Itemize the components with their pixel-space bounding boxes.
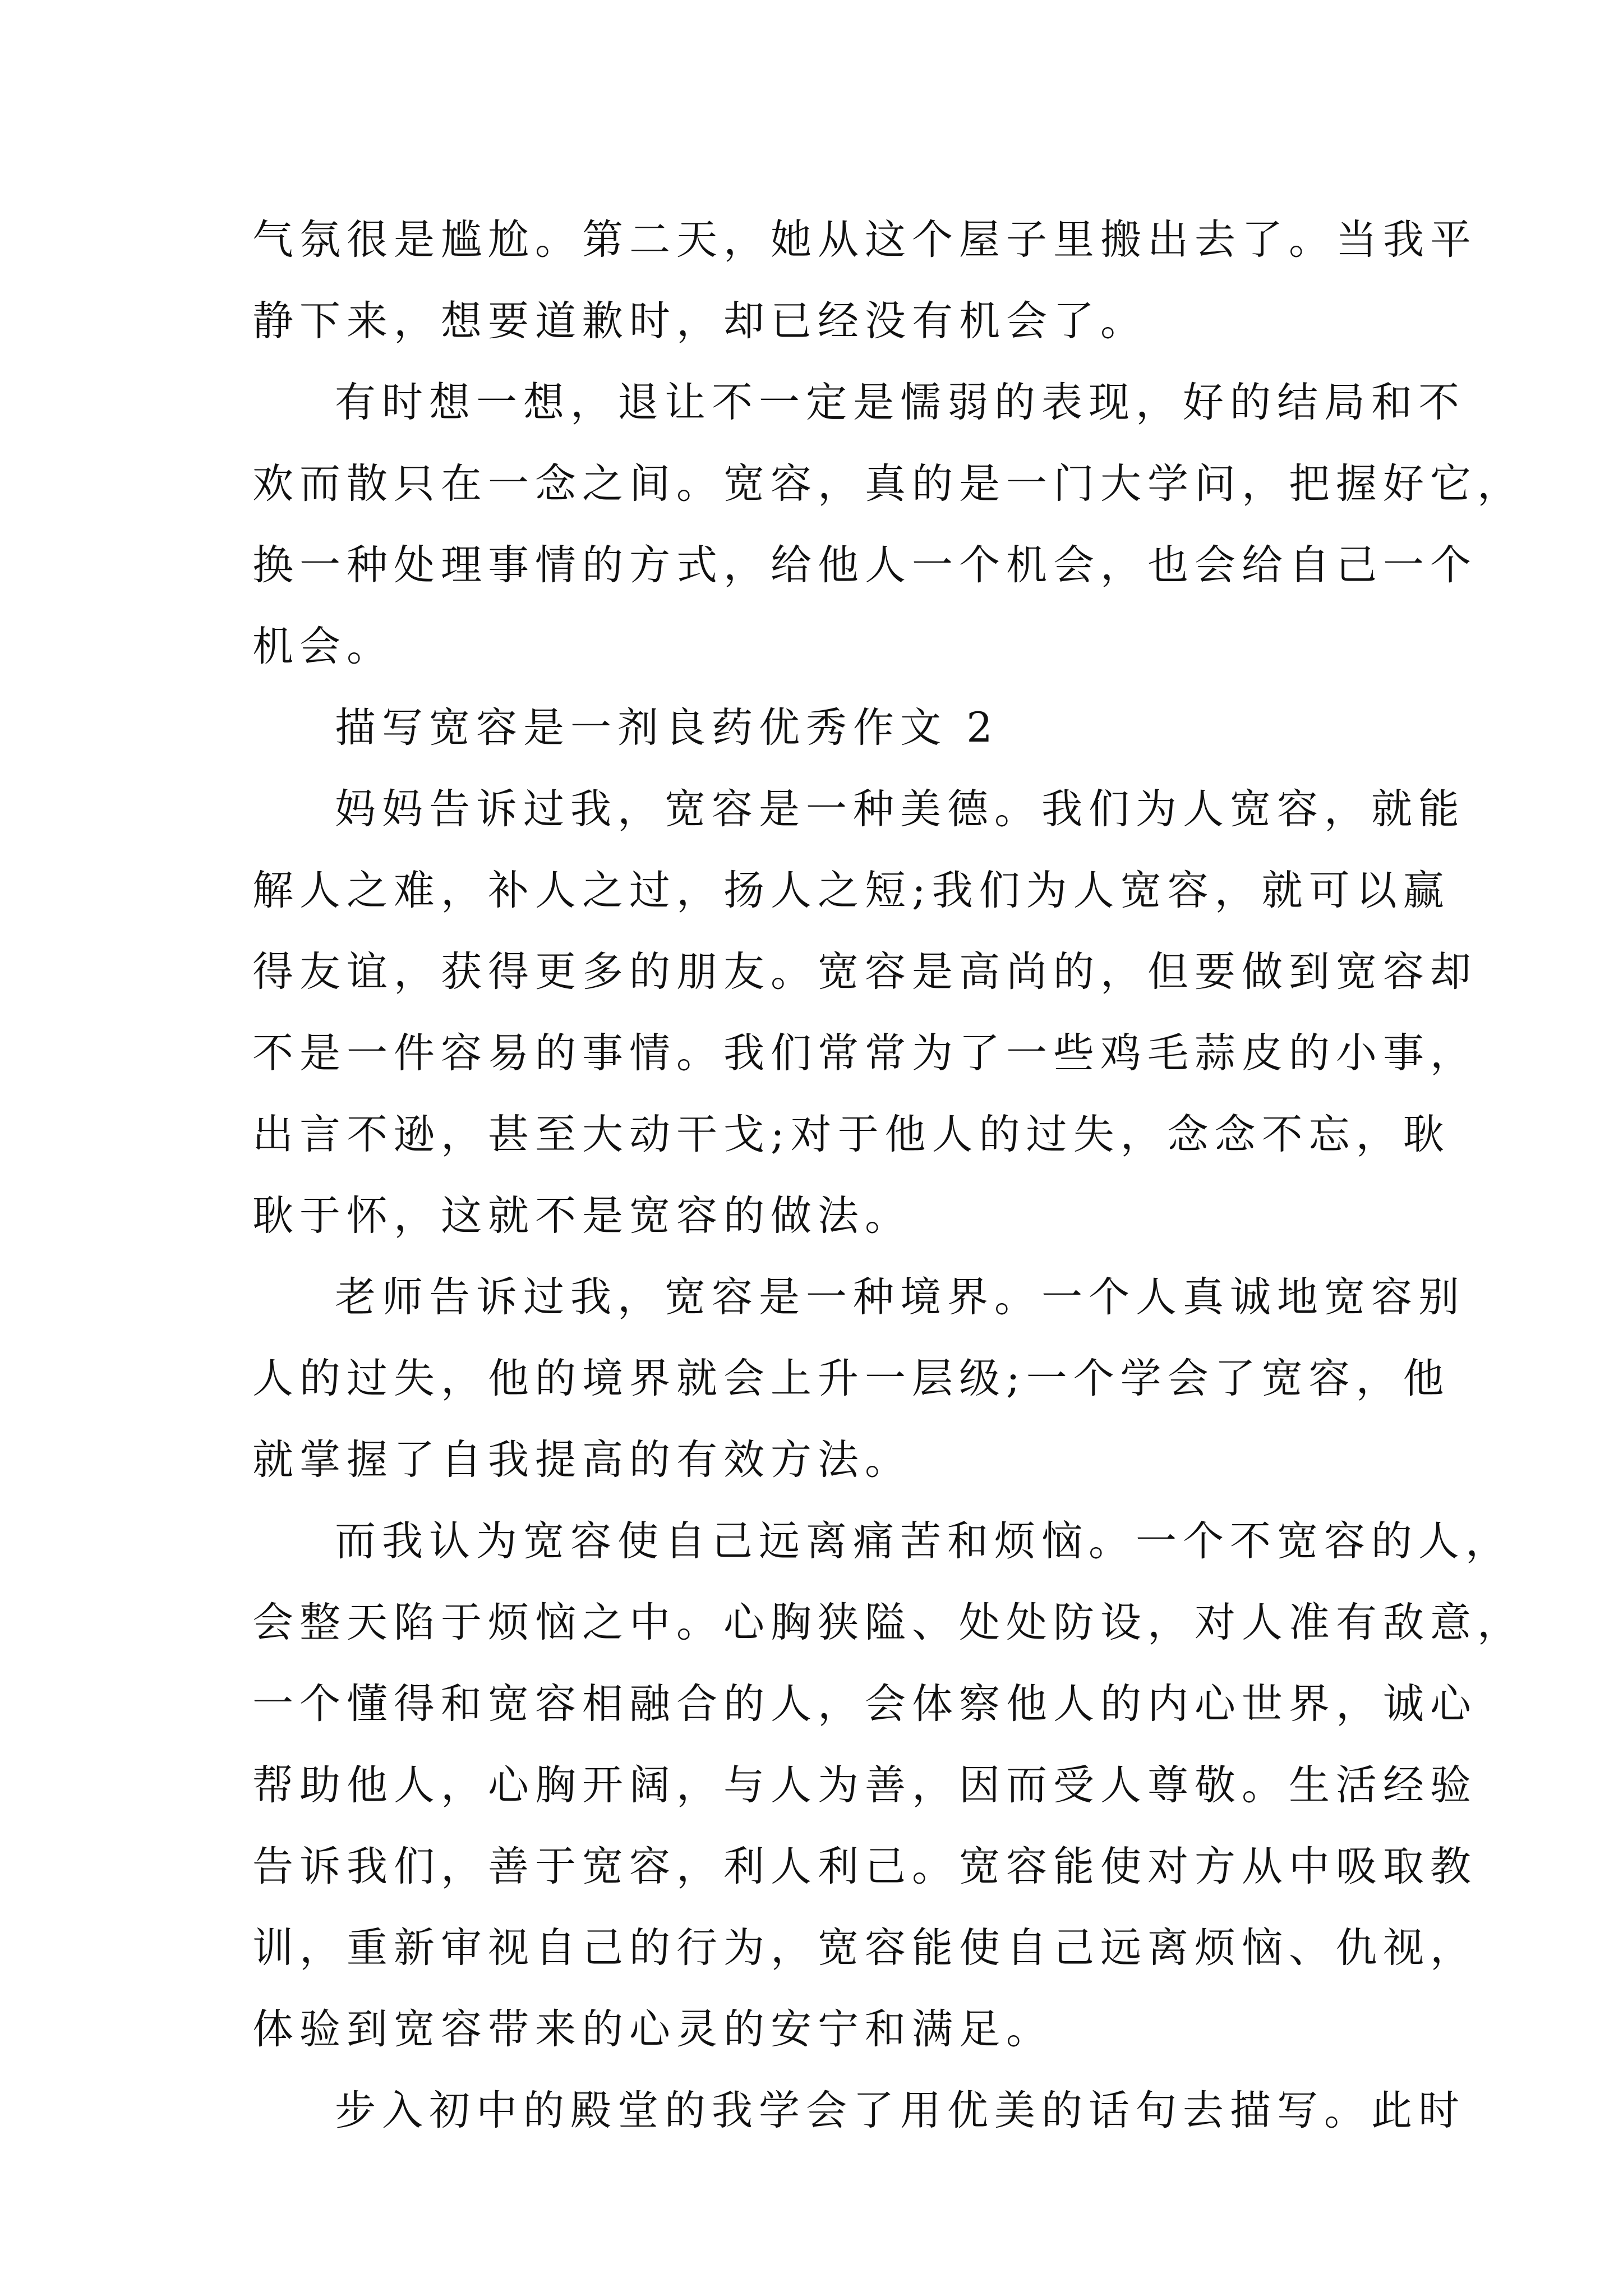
text-line: 有时想一想，退让不一定是懦弱的表现，好的结局和不 bbox=[335, 379, 1465, 426]
text-line: 解人之难，补人之过，扬人之短;我们为人宽容，就可以赢 bbox=[252, 867, 1450, 914]
text-line: 人的过失，他的境界就会上升一层级;一个学会了宽容，他 bbox=[252, 1355, 1450, 1402]
text-line: 帮助他人，心胸开阔，与人为善，因而受人尊敬。生活经验 bbox=[252, 1761, 1477, 1809]
text-line: 欢而散只在一念之间。宽容，真的是一门大学问，把握好它， bbox=[252, 460, 1524, 508]
essay-text-block bbox=[252, 199, 1524, 2151]
text-line: 静下来，想要道歉时，却已经没有机会了。 bbox=[252, 297, 1147, 345]
text-line: 一个懂得和宽容相融合的人，会体察他人的内心世界，诚心 bbox=[252, 1680, 1477, 1728]
text-line: 机会。 bbox=[252, 623, 394, 670]
text-line: 老师告诉过我，宽容是一种境界。一个人真诚地宽容别 bbox=[335, 1273, 1465, 1321]
text-line: 而我认为宽容使自己远离痛苦和烦恼。一个不宽容的人， bbox=[335, 1517, 1513, 1565]
text-line: 训，重新审视自己的行为，宽容能使自己远离烦恼、仇视， bbox=[252, 1924, 1477, 1972]
text-line: 会整天陷于烦恼之中。心胸狭隘、处处防设，对人准有敌意， bbox=[252, 1599, 1524, 1646]
text-line: 不是一件容易的事情。我们常常为了一些鸡毛蒜皮的小事， bbox=[252, 1029, 1477, 1077]
text-line: 就掌握了自我提高的有效方法。 bbox=[252, 1436, 912, 1484]
text-line: 告诉我们，善于宽容，利人利己。宽容能使对方从中吸取教 bbox=[252, 1843, 1477, 1890]
text-line: 耿于怀，这就不是宽容的做法。 bbox=[252, 1192, 912, 1240]
text-line: 气氛很是尴尬。第二天，她从这个屋子里搬出去了。当我平 bbox=[252, 216, 1477, 264]
text-line: 出言不逊，甚至大动干戈;对于他人的过失，念念不忘，耿 bbox=[252, 1111, 1450, 1158]
text-line: 体验到宽容带来的心灵的安宁和满足。 bbox=[252, 2005, 1053, 2053]
text-line: 换一种处理事情的方式，给他人一个机会，也会给自己一个 bbox=[252, 541, 1477, 589]
text-line: 妈妈告诉过我，宽容是一种美德。我们为人宽容，就能 bbox=[335, 785, 1465, 833]
section-heading: 描写宽容是一剂良药优秀作文 2 bbox=[335, 704, 999, 752]
text-line: 步入初中的殿堂的我学会了用优美的话句去描写。此时 bbox=[335, 2087, 1465, 2134]
text-line: 得友谊，获得更多的朋友。宽容是高尚的，但要做到宽容却 bbox=[252, 948, 1477, 996]
